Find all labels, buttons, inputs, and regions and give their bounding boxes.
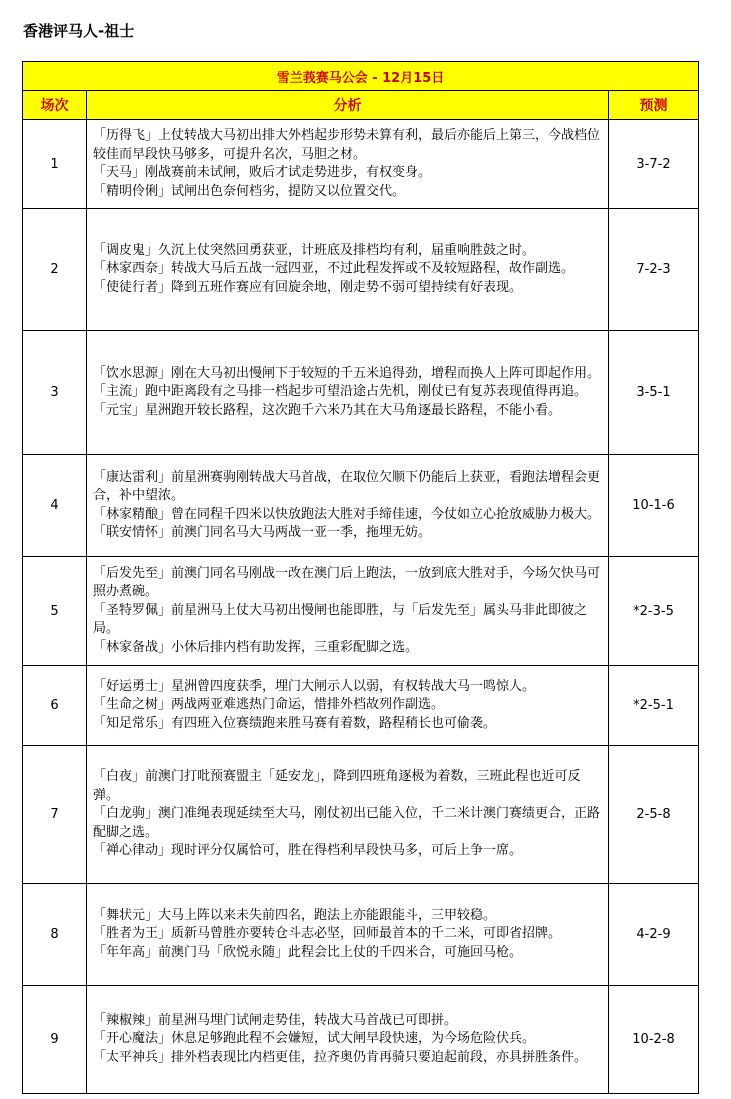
table-row	[23, 120, 699, 209]
table-row	[23, 557, 699, 666]
race-number: 2	[23, 209, 87, 331]
analysis-cell	[87, 746, 609, 884]
analysis-line: 「饮水思源」刚在大马初出慢闸下于较短的千五米追得劲，增程而换人上阵可即起作用。	[93, 365, 601, 381]
analysis-line: 「主流」跑中距离段有之马排一档起步可望沿途占先机，刚仗已有复苏表现值得再追。	[93, 384, 588, 400]
table-row	[23, 746, 699, 884]
analysis-cell	[87, 884, 609, 986]
race-number: 1	[23, 120, 87, 209]
prediction-table	[22, 61, 699, 1094]
prediction-cell: 4-2-9	[609, 884, 699, 986]
prediction-cell: 10-2-8	[609, 986, 699, 1094]
analysis-line: 「后发先至」前澳门同名马刚战一改在澳门后上跑法，一放到底大胜对手，今场欠快马可照办煮碗。	[93, 565, 601, 600]
prediction-cell: *2-5-1	[609, 666, 699, 746]
race-number: 8	[23, 884, 87, 986]
analysis-cell	[87, 557, 609, 666]
analysis-line: 「好运勇士」星洲曾四度获季，埋门大闸示人以弱，有权转战大马一鸣惊人。	[93, 678, 536, 694]
table-row	[23, 331, 699, 455]
analysis-line: 「康达雷利」前星洲赛驹刚转战大马首战，在取位欠顺下仍能后上获亚，看跑法增程会更合，补中望浓。	[93, 469, 601, 503]
header-prediction: 预测	[609, 91, 699, 120]
race-number: 6	[23, 666, 87, 746]
race-number: 9	[23, 986, 87, 1094]
prediction-cell: 2-5-8	[609, 746, 699, 884]
prediction-cell: *2-3-5	[609, 557, 699, 666]
table-row	[23, 986, 699, 1094]
race-number: 7	[23, 746, 87, 884]
analysis-line: 「生命之树」两战两亚难逃热门命运，惜排外档故列作副选。	[93, 697, 445, 713]
prediction-cell: 3-5-1	[609, 331, 699, 455]
analysis-line: 「开心魔法」休息足够跑此程不会嫌短，试大闸早段快速，为今场危险伏兵。	[93, 1031, 536, 1047]
prediction-cell: 7-2-3	[609, 209, 699, 331]
analysis-cell	[87, 120, 609, 209]
analysis-cell	[87, 209, 609, 331]
analysis-line: 「辣椒辣」前星洲马埋门试闸走势佳，转战大马首战已可即拼。	[93, 1012, 458, 1028]
header-race: 场次	[23, 91, 87, 120]
analysis-line: 「年年高」前澳门马「欣悦永随」此程会比上仗的千四米合，可施回马枪。	[93, 944, 523, 960]
table-row	[23, 884, 699, 986]
analysis-cell	[87, 986, 609, 1094]
table-banner-row	[23, 62, 699, 91]
analysis-line: 「使徒行者」降到五班作赛应有回旋余地，刚走势不弱可望持续有好表现。	[93, 279, 523, 295]
analysis-line: 「舞状元」大马上阵以来未失前四名，跑法上亦能跟能斗，三甲较稳。	[93, 907, 497, 923]
analysis-line: 「白夜」前澳门打吡预赛盟主「延安龙」，降到四班角逐极为着数，三班此程也近可反弹。	[93, 769, 581, 803]
race-number: 4	[23, 455, 87, 557]
analysis-line: 「白龙驹」澳门准绳表现延续至大马，刚仗初出已能入位，千二米计澳门赛绩更合，正路配脚之选。	[93, 806, 601, 840]
analysis-line: 「林家备战」小休后排内档有助发挥，三重彩配脚之选。	[93, 639, 419, 655]
analysis-line: 「调皮鬼」久沉上仗突然回勇获亚，计班底及排档均有利，届重响胜鼓之时。	[93, 242, 536, 258]
table-row	[23, 209, 699, 331]
analysis-line: 「圣特罗佩」前星洲马上仗大马初出慢闸也能即胜，与「后发先至」属头马非此即彼之局。	[93, 602, 588, 637]
table-banner: 雪兰莪赛马公会 - 12月15日	[23, 62, 699, 91]
prediction-cell: 3-7-2	[609, 120, 699, 209]
race-number: 5	[23, 557, 87, 666]
header-analysis: 分析	[87, 91, 609, 120]
analysis-cell	[87, 666, 609, 746]
prediction-cell: 10-1-6	[609, 455, 699, 557]
analysis-line: 「太平神兵」排外档表现比内档更佳，拉齐奥仍肯再骑只要迫起前段，亦具拼胜条件。	[93, 1049, 588, 1065]
analysis-line: 「天马」刚战赛前未试闸，败后才试走势进步，有权变身。	[93, 165, 432, 180]
analysis-line: 「历得飞」上仗转战大马初出排大外档起步形势未算有利，最后亦能后上第三，今战档位较佳而早段快马够多，可提升名次，马胆之材。	[93, 128, 601, 162]
analysis-line: 「元宝」星洲跑开较长路程，这次跑千六米乃其在大马角逐最长路程，不能小看。	[93, 402, 562, 418]
analysis-line: 「林家西奈」转战大马后五战一冠四亚，不过此程发挥或不及较短路程，故作副选。	[93, 261, 575, 277]
analysis-cell	[87, 331, 609, 455]
page-title: 香港评马人-祖士	[23, 22, 135, 40]
analysis-line: 「知足常乐」有四班入位赛绩跑来胜马赛有着数，路程稍长也可偷袭。	[93, 715, 497, 731]
analysis-line: 「胜者为王」质新马曾胜亦要转仓斗志必坚，回师最首本的千二米，可即省招牌。	[93, 926, 562, 942]
table-header-row	[23, 91, 699, 120]
analysis-line: 「林家精酿」曾在同程千四米以快放跑法大胜对手缔佳速，今仗如立心抢放威胁力极大。	[93, 506, 601, 522]
analysis-cell	[87, 455, 609, 557]
race-number: 3	[23, 331, 87, 455]
analysis-line: 「联安情怀」前澳门同名马大马两战一亚一季，拖埋无妨。	[93, 525, 432, 540]
table-row	[23, 455, 699, 557]
analysis-line: 「精明伶俐」试闸出色奈何档劣，提防又以位置交代。	[93, 183, 406, 199]
table-row	[23, 666, 699, 746]
analysis-line: 「禅心律动」现时评分仅属恰可，胜在得档利早段快马多，可后上争一席。	[93, 843, 523, 859]
